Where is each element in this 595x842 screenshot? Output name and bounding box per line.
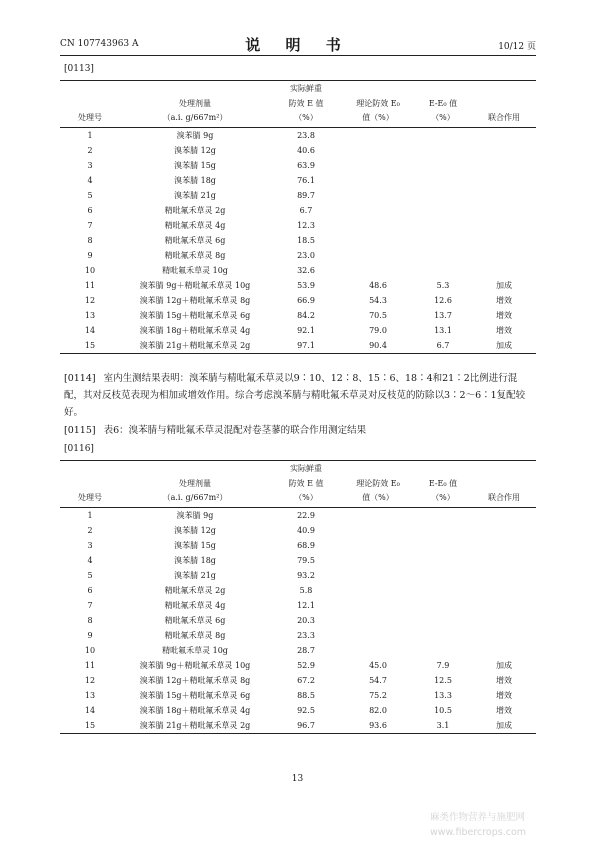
cell-e-minus-e0 xyxy=(414,598,472,613)
cell-dose: 溴苯腈 21g＋精吡氟禾草灵 2g xyxy=(139,720,251,730)
cell-e-minus-e0: 13.3 xyxy=(434,690,452,700)
table-row xyxy=(60,323,536,338)
cell-actual-e: 22.9 xyxy=(297,510,315,520)
cell-theory-e0 xyxy=(342,233,414,248)
cell-e-minus-e0 xyxy=(414,248,472,263)
cell-e-minus-e0: 12.5 xyxy=(434,675,452,685)
cell-theory-e0 xyxy=(342,127,414,143)
paragraph-number-0116: [0116] xyxy=(64,444,94,454)
col-header-theory-line2: 值（%） xyxy=(342,490,414,507)
cell-dose: 精吡氟禾草灵 2g xyxy=(164,585,226,595)
cell-e-minus-e0 xyxy=(414,568,472,583)
cell-theory-e0 xyxy=(342,248,414,263)
cell-joint-action xyxy=(472,158,536,173)
cell-dose: 精吡氟禾草灵 2g xyxy=(164,205,226,215)
col-header-diff-line2: （%） xyxy=(414,110,472,127)
cell-actual-e: 67.2 xyxy=(297,675,315,685)
cell-joint-action xyxy=(472,613,536,628)
col-header-dose-line1: 处理剂量 xyxy=(179,478,211,488)
cell-dose: 溴苯腈 21g xyxy=(174,570,216,580)
cell-theory-e0 xyxy=(342,158,414,173)
cell-joint-action xyxy=(472,568,536,583)
table-2-header xyxy=(60,461,536,508)
cell-theory-e0 xyxy=(342,553,414,568)
cell-dose: 溴苯腈 21g xyxy=(174,190,216,200)
cell-joint-action: 加成 xyxy=(496,340,512,350)
cell-e-minus-e0 xyxy=(414,613,472,628)
col-header-joint-action: 联合作用 xyxy=(472,110,536,127)
cell-joint-action xyxy=(472,173,536,188)
table-row xyxy=(60,583,536,598)
cell-dose: 精吡氟禾草灵 10g xyxy=(162,645,228,655)
cell-treatment-no: 9 xyxy=(87,250,93,260)
cell-e-minus-e0 xyxy=(414,523,472,538)
cell-actual-e: 23.8 xyxy=(297,130,315,140)
cell-treatment-no: 1 xyxy=(87,130,93,140)
cell-theory-e0: 79.0 xyxy=(369,325,387,335)
cell-theory-e0 xyxy=(342,523,414,538)
table-row xyxy=(60,293,536,308)
paragraph-number-0114: [0114] xyxy=(64,373,96,384)
col-header-dose-line1: 处理剂量 xyxy=(179,98,211,108)
cell-treatment-no: 7 xyxy=(87,220,93,230)
watermark xyxy=(430,810,526,840)
cell-dose: 溴苯腈 12g＋精吡氟禾草灵 8g xyxy=(139,295,251,305)
col-header-theory-line2: 值（%） xyxy=(342,110,414,127)
cell-treatment-no: 12 xyxy=(84,295,96,305)
cell-actual-e: 52.9 xyxy=(297,660,315,670)
cell-joint-action: 增效 xyxy=(496,325,512,335)
cell-joint-action xyxy=(472,263,536,278)
cell-e-minus-e0 xyxy=(414,127,472,143)
cell-treatment-no: 2 xyxy=(87,525,93,535)
cell-e-minus-e0 xyxy=(414,583,472,598)
cell-joint-action xyxy=(472,643,536,658)
cell-dose: 精吡氟禾草灵 4g xyxy=(164,220,226,230)
table-row xyxy=(60,218,536,233)
cell-treatment-no: 5 xyxy=(87,570,93,580)
cell-joint-action: 增效 xyxy=(496,295,512,305)
cell-actual-e: 23.3 xyxy=(297,630,315,640)
cell-actual-e: 6.7 xyxy=(299,205,313,215)
cell-joint-action xyxy=(472,583,536,598)
cell-treatment-no: 14 xyxy=(84,705,96,715)
cell-e-minus-e0 xyxy=(414,507,472,523)
cell-actual-e: 53.9 xyxy=(297,280,315,290)
cell-theory-e0: 75.2 xyxy=(369,690,387,700)
cell-actual-e: 92.1 xyxy=(297,325,315,335)
cell-theory-e0 xyxy=(342,643,414,658)
table-row xyxy=(60,568,536,583)
cell-actual-e: 97.1 xyxy=(297,340,315,350)
cell-theory-e0: 48.6 xyxy=(369,280,387,290)
col-header-treatment-no: 处理号 xyxy=(60,490,120,507)
cell-treatment-no: 9 xyxy=(87,630,93,640)
watermark-line-2: www.fibercrops.com xyxy=(430,827,527,838)
cell-actual-e: 68.9 xyxy=(297,540,315,550)
cell-treatment-no: 6 xyxy=(87,205,93,215)
cell-e-minus-e0: 12.6 xyxy=(434,295,452,305)
cell-dose: 精吡氟禾草灵 4g xyxy=(164,600,226,610)
patent-number: CN 107743963 A xyxy=(60,39,139,49)
cell-treatment-no: 11 xyxy=(84,280,96,290)
cell-dose: 溴苯腈 12g xyxy=(174,145,216,155)
cell-e-minus-e0: 13.7 xyxy=(434,310,452,320)
cell-treatment-no: 2 xyxy=(87,145,93,155)
cell-treatment-no: 6 xyxy=(87,585,93,595)
table-row xyxy=(60,553,536,568)
table-row xyxy=(60,673,536,688)
table-1 xyxy=(60,80,536,354)
col-header-diff-line1: E-E₀ 值 xyxy=(428,478,458,488)
table-row xyxy=(60,688,536,703)
col-header-actual-line2: 防效 E 值 xyxy=(288,478,324,488)
cell-theory-e0 xyxy=(342,613,414,628)
col-header-actual-line3: （%） xyxy=(270,490,342,507)
cell-dose: 精吡氟禾草灵 6g xyxy=(164,235,226,245)
cell-dose: 溴苯腈 18g＋精吡氟禾草灵 4g xyxy=(139,325,251,335)
col-header-actual-line1: 实际鲜重 xyxy=(290,84,322,93)
col-header-actual-line3: （%） xyxy=(270,110,342,127)
cell-e-minus-e0: 3.1 xyxy=(436,720,450,730)
cell-actual-e: 20.3 xyxy=(297,615,315,625)
cell-e-minus-e0: 6.7 xyxy=(436,340,450,350)
table-1-body xyxy=(60,127,536,353)
cell-actual-e: 12.3 xyxy=(297,220,315,230)
cell-dose: 精吡氟禾草灵 8g xyxy=(164,630,226,640)
cell-actual-e: 76.1 xyxy=(297,175,315,185)
table-row xyxy=(60,628,536,643)
col-header-diff-line1: E-E₀ 值 xyxy=(428,98,458,108)
table-row xyxy=(60,158,536,173)
page-title: 说 明 书 xyxy=(245,36,351,54)
cell-treatment-no: 1 xyxy=(87,510,93,520)
col-header-dose-line2: （a.i. g/667m²） xyxy=(120,110,270,127)
cell-dose: 溴苯腈 12g xyxy=(174,525,216,535)
cell-e-minus-e0 xyxy=(414,628,472,643)
cell-treatment-no: 3 xyxy=(87,540,93,550)
cell-actual-e: 23.0 xyxy=(297,250,315,260)
table-row xyxy=(60,143,536,158)
cell-treatment-no: 11 xyxy=(84,660,96,670)
cell-dose: 精吡氟禾草灵 8g xyxy=(164,250,226,260)
cell-actual-e: 5.8 xyxy=(299,585,313,595)
cell-treatment-no: 14 xyxy=(84,325,96,335)
cell-treatment-no: 7 xyxy=(87,600,93,610)
table-row xyxy=(60,203,536,218)
cell-dose: 溴苯腈 9g xyxy=(176,510,214,520)
cell-dose: 溴苯腈 9g＋精吡氟禾草灵 10g xyxy=(139,280,251,290)
cell-joint-action: 增效 xyxy=(496,705,512,715)
cell-joint-action xyxy=(472,507,536,523)
col-header-treatment-no: 处理号 xyxy=(60,110,120,127)
cell-treatment-no: 12 xyxy=(84,675,96,685)
table-row xyxy=(60,643,536,658)
table-row xyxy=(60,233,536,248)
cell-e-minus-e0: 10.5 xyxy=(434,705,452,715)
table-row xyxy=(60,127,536,143)
cell-joint-action: 加成 xyxy=(496,280,512,290)
cell-treatment-no: 10 xyxy=(84,645,96,655)
cell-actual-e: 66.9 xyxy=(297,295,315,305)
table-row xyxy=(60,188,536,203)
cell-joint-action: 增效 xyxy=(496,310,512,320)
cell-theory-e0 xyxy=(342,598,414,613)
col-header-actual-line2: 防效 E 值 xyxy=(288,98,324,108)
cell-dose: 溴苯腈 15g＋精吡氟禾草灵 6g xyxy=(139,690,251,700)
cell-e-minus-e0: 5.3 xyxy=(436,280,450,290)
cell-theory-e0 xyxy=(342,628,414,643)
cell-e-minus-e0 xyxy=(414,203,472,218)
cell-actual-e: 40.9 xyxy=(297,525,315,535)
cell-actual-e: 96.7 xyxy=(297,720,315,730)
col-header-actual-line1: 实际鲜重 xyxy=(290,464,322,473)
cell-joint-action xyxy=(472,143,536,158)
col-header-theory-line1: 理论防效 E₀ xyxy=(356,98,400,108)
col-header-theory-line1: 理论防效 E₀ xyxy=(356,478,400,488)
cell-theory-e0 xyxy=(342,583,414,598)
cell-theory-e0: 93.6 xyxy=(369,720,387,730)
cell-treatment-no: 15 xyxy=(84,720,96,730)
table-row xyxy=(60,538,536,553)
cell-e-minus-e0 xyxy=(414,143,472,158)
cell-joint-action xyxy=(472,218,536,233)
cell-treatment-no: 15 xyxy=(84,340,96,350)
cell-dose: 溴苯腈 15g＋精吡氟禾草灵 6g xyxy=(139,310,251,320)
cell-dose: 溴苯腈 18g xyxy=(174,555,216,565)
cell-actual-e: 28.7 xyxy=(297,645,315,655)
col-header-dose-line2: （a.i. g/667m²） xyxy=(120,490,270,507)
cell-dose: 溴苯腈 21g＋精吡氟禾草灵 2g xyxy=(139,340,251,350)
table-row xyxy=(60,598,536,613)
cell-e-minus-e0 xyxy=(414,538,472,553)
cell-e-minus-e0 xyxy=(414,263,472,278)
cell-theory-e0 xyxy=(342,203,414,218)
cell-joint-action xyxy=(472,598,536,613)
cell-joint-action: 加成 xyxy=(496,660,512,670)
cell-dose: 溴苯腈 9g xyxy=(176,130,214,140)
paragraph-number-0115: [0115] xyxy=(64,425,96,436)
cell-theory-e0 xyxy=(342,538,414,553)
table-row xyxy=(60,718,536,734)
cell-joint-action xyxy=(472,188,536,203)
cell-actual-e: 40.6 xyxy=(297,145,315,155)
cell-actual-e: 32.6 xyxy=(297,265,315,275)
cell-joint-action xyxy=(472,628,536,643)
cell-actual-e: 89.7 xyxy=(297,190,315,200)
cell-joint-action xyxy=(472,523,536,538)
cell-dose: 溴苯腈 9g＋精吡氟禾草灵 10g xyxy=(139,660,251,670)
cell-theory-e0 xyxy=(342,218,414,233)
table-2-body xyxy=(60,507,536,733)
page-number: 13 xyxy=(291,774,304,784)
cell-dose: 溴苯腈 18g＋精吡氟禾草灵 4g xyxy=(139,705,251,715)
cell-theory-e0: 70.5 xyxy=(369,310,387,320)
cell-theory-e0: 90.4 xyxy=(369,340,387,350)
cell-treatment-no: 8 xyxy=(87,615,93,625)
table-row xyxy=(60,308,536,323)
cell-theory-e0 xyxy=(342,263,414,278)
cell-joint-action xyxy=(472,127,536,143)
cell-treatment-no: 10 xyxy=(84,265,96,275)
cell-e-minus-e0 xyxy=(414,643,472,658)
cell-theory-e0: 82.0 xyxy=(369,705,387,715)
table-row xyxy=(60,338,536,354)
table-6-caption: 表6：溴苯腈与精吡氟禾草灵混配对卷茎蓼的联合作用测定结果 xyxy=(103,425,367,436)
cell-treatment-no: 5 xyxy=(87,190,93,200)
cell-theory-e0 xyxy=(342,143,414,158)
cell-joint-action: 加成 xyxy=(496,720,512,730)
cell-treatment-no: 4 xyxy=(87,175,93,185)
table-row xyxy=(60,507,536,523)
cell-theory-e0 xyxy=(342,188,414,203)
cell-actual-e: 18.5 xyxy=(297,235,315,245)
cell-joint-action xyxy=(472,203,536,218)
cell-theory-e0 xyxy=(342,507,414,523)
cell-theory-e0 xyxy=(342,568,414,583)
cell-e-minus-e0: 7.9 xyxy=(436,660,450,670)
cell-e-minus-e0 xyxy=(414,233,472,248)
table-row xyxy=(60,658,536,673)
cell-actual-e: 88.5 xyxy=(297,690,315,700)
cell-joint-action xyxy=(472,233,536,248)
header-rule xyxy=(60,55,536,56)
col-header-diff-line2: （%） xyxy=(414,490,472,507)
cell-theory-e0: 45.0 xyxy=(369,660,387,670)
cell-dose: 溴苯腈 18g xyxy=(174,175,216,185)
cell-actual-e: 92.5 xyxy=(297,705,315,715)
cell-e-minus-e0 xyxy=(414,218,472,233)
cell-theory-e0: 54.7 xyxy=(369,675,387,685)
cell-treatment-no: 8 xyxy=(87,235,93,245)
paragraph-0114 xyxy=(64,370,534,421)
cell-treatment-no: 4 xyxy=(87,555,93,565)
table-1-header xyxy=(60,81,536,128)
cell-actual-e: 79.5 xyxy=(297,555,315,565)
cell-joint-action xyxy=(472,553,536,568)
table-row xyxy=(60,248,536,263)
cell-actual-e: 93.2 xyxy=(297,570,315,580)
cell-e-minus-e0 xyxy=(414,158,472,173)
cell-e-minus-e0 xyxy=(414,553,472,568)
cell-actual-e: 12.1 xyxy=(297,600,315,610)
cell-joint-action xyxy=(472,248,536,263)
table-row xyxy=(60,263,536,278)
cell-e-minus-e0 xyxy=(414,173,472,188)
cell-e-minus-e0 xyxy=(414,188,472,203)
cell-dose: 溴苯腈 15g xyxy=(174,160,216,170)
cell-theory-e0: 54.3 xyxy=(369,295,387,305)
paragraph-0115 xyxy=(64,422,534,439)
cell-theory-e0 xyxy=(342,173,414,188)
cell-joint-action: 增效 xyxy=(496,690,512,700)
paragraph-number-0113: [0113] xyxy=(64,64,94,74)
paragraph-0114-text: 室内生测结果表明：溴苯腈与精吡氟禾草灵以9∶10、12∶8、15∶6、18∶4和21∶2比例进行混配，其对反枝苋表现为相加或增效作用。综合考虑溴苯腈与精吡氟禾草灵对反枝苋的防除以3∶2～6∶1复配较好。 xyxy=(64,373,526,418)
page-header xyxy=(60,34,536,52)
cell-dose: 精吡氟禾草灵 10g xyxy=(162,265,228,275)
table-row xyxy=(60,703,536,718)
col-header-joint-action: 联合作用 xyxy=(472,490,536,507)
cell-joint-action xyxy=(472,538,536,553)
table-row xyxy=(60,173,536,188)
cell-dose: 精吡氟禾草灵 6g xyxy=(164,615,226,625)
table-row xyxy=(60,613,536,628)
page-info: 10/12 页 xyxy=(498,42,536,52)
cell-actual-e: 63.9 xyxy=(297,160,315,170)
table-row xyxy=(60,278,536,293)
table-row xyxy=(60,523,536,538)
cell-treatment-no: 13 xyxy=(84,310,96,320)
cell-treatment-no: 13 xyxy=(84,690,96,700)
cell-dose: 溴苯腈 15g xyxy=(174,540,216,550)
cell-dose: 溴苯腈 12g＋精吡氟禾草灵 8g xyxy=(139,675,251,685)
table-2 xyxy=(60,460,536,734)
cell-e-minus-e0: 13.1 xyxy=(434,325,452,335)
cell-treatment-no: 3 xyxy=(87,160,93,170)
cell-actual-e: 84.2 xyxy=(297,310,315,320)
watermark-line-1: 麻类作物营养与施肥网 xyxy=(430,812,526,823)
cell-joint-action: 增效 xyxy=(496,675,512,685)
